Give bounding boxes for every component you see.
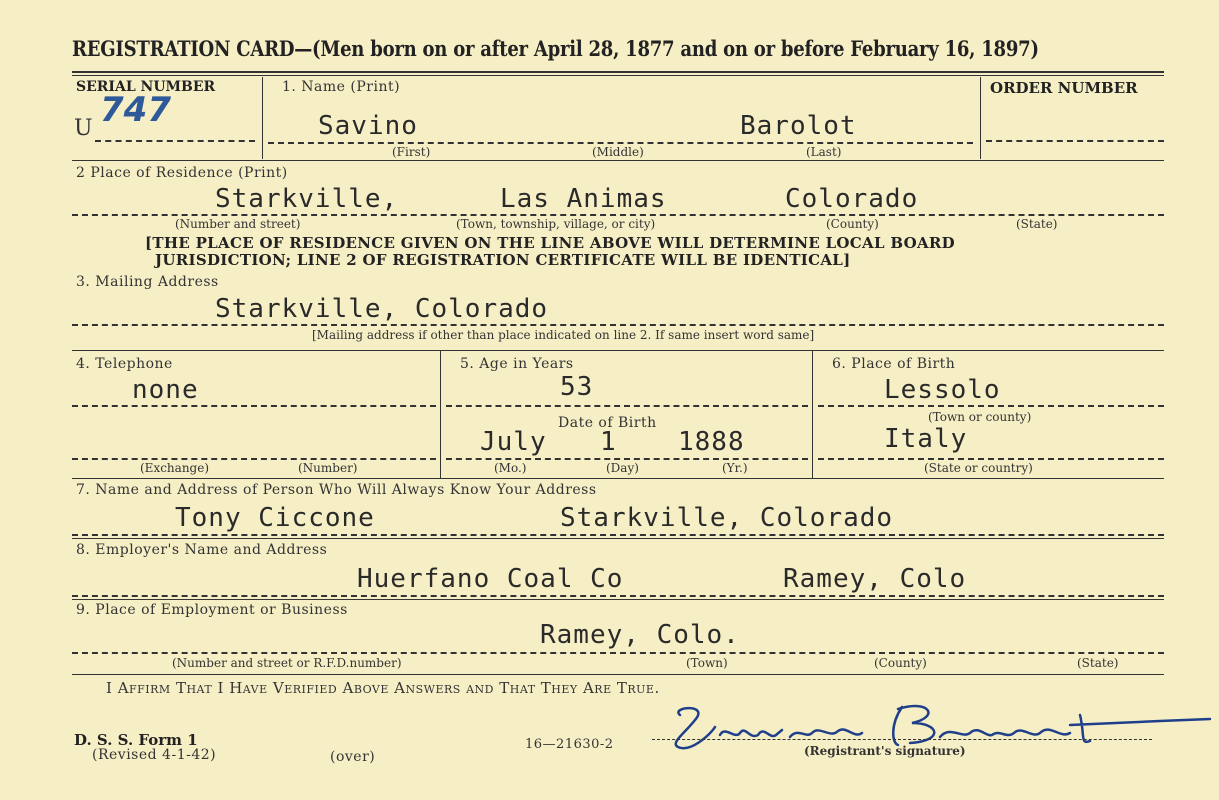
residence-town: Las Animas (500, 184, 667, 214)
contact-name: Tony Ciccone (175, 503, 375, 533)
residence-street: Starkville, (215, 184, 399, 214)
contact-line (72, 534, 1164, 536)
serial-label: SERIAL NUMBER (76, 79, 216, 95)
last-name: Barolot (740, 111, 857, 141)
telephone-label: 4. Telephone (76, 356, 173, 372)
first-caption: (First) (392, 145, 431, 159)
rule-5 (72, 599, 1164, 600)
serial-prefix: U (74, 116, 93, 141)
form-revised: (Revised 4-1-42) (92, 747, 217, 763)
residence-notice-1: [THE PLACE OF RESIDENCE GIVEN ON THE LINE ABOVE WILL DETERMINE LOCAL BOARD (145, 234, 955, 252)
contact-address: Starkville, Colorado (560, 503, 894, 533)
name-line (268, 142, 973, 144)
age-line (446, 405, 808, 407)
dob-year: 1888 (678, 427, 745, 457)
exchange-caption: (Exchange) (140, 461, 210, 475)
col-divider-2 (812, 351, 813, 478)
mailing-label: 3. Mailing Address (76, 274, 219, 290)
birthplace-line (818, 405, 1164, 407)
age-label: 5. Age in Years (460, 356, 574, 372)
serial-number: 747 (100, 90, 171, 130)
employment-value: Ramey, Colo. (540, 620, 740, 650)
col-divider-1 (440, 351, 441, 478)
country-line (818, 458, 1164, 460)
employment-label: 9. Place of Employment or Business (76, 602, 348, 618)
birthplace-town-caption: (Town or county) (928, 410, 1032, 424)
age-value: 53 (560, 372, 594, 402)
signature-caption: (Registrant's signature) (804, 744, 966, 758)
name-label: 1. Name (Print) (282, 79, 401, 95)
telephone-line (72, 405, 436, 407)
residence-line (72, 214, 1164, 216)
mailing-line (72, 324, 1164, 326)
employment-line (72, 652, 1164, 654)
rule-2 (72, 350, 1164, 351)
top-rule (72, 71, 1164, 73)
residence-label: 2 Place of Residence (Print) (76, 165, 288, 181)
order-divider (980, 77, 981, 159)
card-title: REGISTRATION CARD—(Men born on or after April 28, 1877 and on or before February 16, 1897) (72, 36, 1039, 61)
day-caption: (Day) (606, 461, 639, 475)
residence-county-caption: (County) (826, 217, 879, 231)
telephone-value: none (132, 375, 199, 405)
employer-name: Huerfano Coal Co (357, 564, 624, 594)
birthplace-label: 6. Place of Birth (832, 356, 956, 372)
dob-line (446, 458, 808, 460)
middle-caption: (Middle) (592, 145, 644, 159)
last-caption: (Last) (806, 145, 842, 159)
residence-notice-2: JURISDICTION; LINE 2 OF REGISTRATION CERTIFICATE WILL BE IDENTICAL] (155, 251, 851, 269)
dob-day: 1 (600, 427, 617, 457)
telephone-number-line (72, 458, 436, 460)
year-caption: (Yr.) (722, 461, 748, 475)
signature-line (652, 739, 1152, 740)
serial-line (95, 140, 255, 142)
birthplace-country: Italy (884, 424, 968, 454)
employment-county-caption: (County) (874, 656, 927, 670)
form-number: D. S. S. Form 1 (74, 731, 198, 749)
residence-state: Colorado (785, 184, 919, 214)
residence-town-caption: (Town, township, village, or city) (456, 217, 656, 231)
dob-month: July (480, 427, 547, 457)
rule-6 (72, 674, 1164, 675)
serial-divider (262, 77, 263, 159)
mailing-caption: [Mailing address if other than place indicated on line 2. If same insert word same] (312, 328, 815, 342)
birthplace-town: Lessolo (884, 375, 1001, 405)
employment-town-caption: (Town) (686, 656, 728, 670)
birthplace-country-caption: (State or country) (924, 461, 1033, 475)
employer-line (72, 595, 1164, 597)
employment-state-caption: (State) (1077, 656, 1119, 670)
month-caption: (Mo.) (494, 461, 527, 475)
order-line (986, 140, 1164, 142)
rule-4 (72, 538, 1164, 539)
number-caption: (Number) (298, 461, 358, 475)
over-note: (over) (330, 749, 376, 765)
rule-3 (72, 478, 1164, 479)
form-code: 16—21630-2 (525, 737, 614, 752)
employer-label: 8. Employer's Name and Address (76, 542, 328, 558)
first-name: Savino (318, 111, 418, 141)
top-rule-2 (72, 75, 1164, 76)
residence-street-caption: (Number and street) (175, 217, 301, 231)
order-label: ORDER NUMBER (990, 79, 1138, 97)
mailing-address: Starkville, Colorado (215, 294, 549, 324)
residence-state-caption: (State) (1016, 217, 1058, 231)
rule-1 (72, 160, 1164, 161)
affirmation: I Affirm That I Have Verified Above Answers and That They Are True. (106, 679, 660, 697)
employer-address: Ramey, Colo (783, 564, 967, 594)
employment-street-caption: (Number and street or R.F.D.number) (172, 656, 402, 670)
dob-label: Date of Birth (558, 415, 657, 431)
contact-label: 7. Name and Address of Person Who Will Always Know Your Address (76, 482, 597, 498)
